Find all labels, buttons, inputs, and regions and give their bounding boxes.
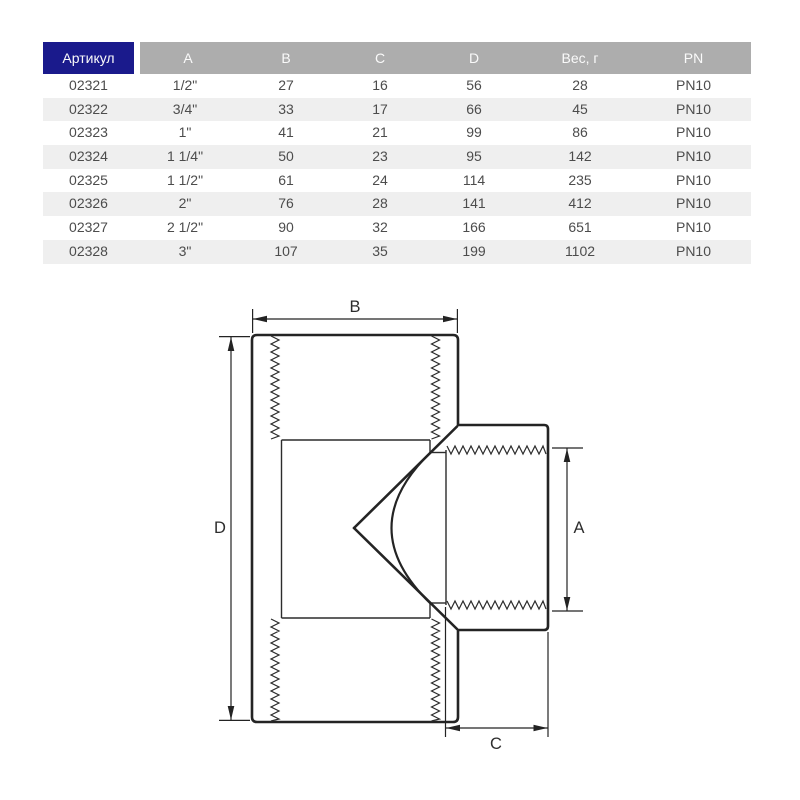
table-cell: 32	[372, 219, 388, 236]
column-header-a: A	[140, 42, 236, 74]
table-cell: 1/2"	[172, 77, 198, 93]
table-cell: 02327	[69, 219, 108, 236]
table-cell: 27	[278, 77, 294, 93]
table-cell: 166	[462, 219, 486, 236]
table-cell: 66	[466, 100, 482, 117]
arrow-right-icon	[443, 316, 457, 323]
table-cell: PN10	[675, 171, 712, 188]
table-cell: 02326	[69, 195, 108, 212]
table-cell: 1"	[178, 124, 192, 141]
table-cell: 45	[572, 100, 588, 117]
arrow-down-icon	[228, 706, 235, 720]
table-cell: 76	[278, 195, 294, 212]
table-cell: 02325	[69, 171, 108, 188]
table-cell: 235	[568, 171, 592, 188]
table-cell: 199	[462, 242, 486, 259]
table-cell: 56	[466, 77, 482, 93]
dim-label-C: C	[490, 735, 502, 753]
arrow-up-icon	[228, 337, 235, 351]
arrow-down-icon	[564, 597, 571, 611]
table-cell: 90	[278, 219, 294, 236]
table-cell: 3/4"	[172, 100, 198, 117]
table-cell: 86	[572, 124, 588, 141]
table-cell: PN10	[675, 242, 712, 259]
table-cell: 412	[568, 195, 592, 212]
arrow-up-icon	[564, 449, 571, 463]
table-cell: 23	[372, 148, 388, 165]
table-cell: 50	[278, 148, 294, 165]
table-cell: PN10	[675, 124, 712, 141]
dim-label-A: A	[573, 519, 585, 537]
table-cell: 114	[462, 171, 486, 188]
table-cell: PN10	[675, 219, 712, 236]
table-cell: 33	[278, 100, 294, 117]
dimension-A	[552, 448, 585, 611]
table-cell: 24	[372, 171, 388, 188]
table-cell: 16	[372, 77, 388, 93]
column-header-pn: PN	[636, 42, 751, 74]
arrow-left-icon	[253, 316, 267, 323]
table-cell: 2 1/2"	[166, 219, 204, 236]
column-header-d: D	[424, 42, 524, 74]
table-cell: 28	[372, 195, 388, 212]
table-cell: 61	[278, 171, 294, 188]
column-header-artikul: Артикул	[43, 42, 134, 74]
dim-label-D: D	[214, 519, 226, 537]
table-cell: 02322	[69, 100, 108, 117]
arrow-right-icon	[534, 725, 548, 732]
table-cell: 35	[372, 242, 388, 259]
column-header-weight: Вес, г	[524, 42, 636, 74]
table-cell: 02324	[69, 148, 108, 165]
table-cell: 41	[278, 124, 294, 141]
fitting-outline	[252, 335, 548, 722]
table-cell: 2"	[178, 195, 192, 212]
column-header-c: C	[336, 42, 424, 74]
table-cell: 3"	[178, 242, 192, 259]
table-cell: 99	[466, 124, 482, 141]
table-cell: 95	[466, 148, 482, 165]
table-cell: PN10	[675, 77, 712, 93]
table-cell: PN10	[675, 100, 712, 117]
table-cell: 1 1/4"	[166, 148, 204, 165]
table-cell: PN10	[675, 195, 712, 212]
table-cell: 1 1/2"	[166, 171, 204, 188]
table-cell: 142	[568, 148, 592, 165]
table-cell: 107	[274, 242, 298, 259]
arrow-left-icon	[446, 725, 460, 732]
table-cell: 28	[572, 77, 588, 93]
dim-label-B: B	[349, 298, 361, 316]
table-cell: 17	[372, 100, 388, 117]
dimension-D	[214, 337, 250, 721]
table-cell: 02328	[69, 242, 108, 259]
table-cell: 02323	[69, 124, 108, 141]
dimension-B	[253, 298, 458, 333]
column-header-b: B	[236, 42, 336, 74]
table-cell: 02321	[69, 77, 108, 93]
table-cell: PN10	[675, 148, 712, 165]
table-cell: 21	[372, 124, 388, 141]
table-cell: 141	[462, 195, 486, 212]
table-cell: 651	[568, 219, 592, 236]
table-cell: 1102	[564, 242, 596, 259]
